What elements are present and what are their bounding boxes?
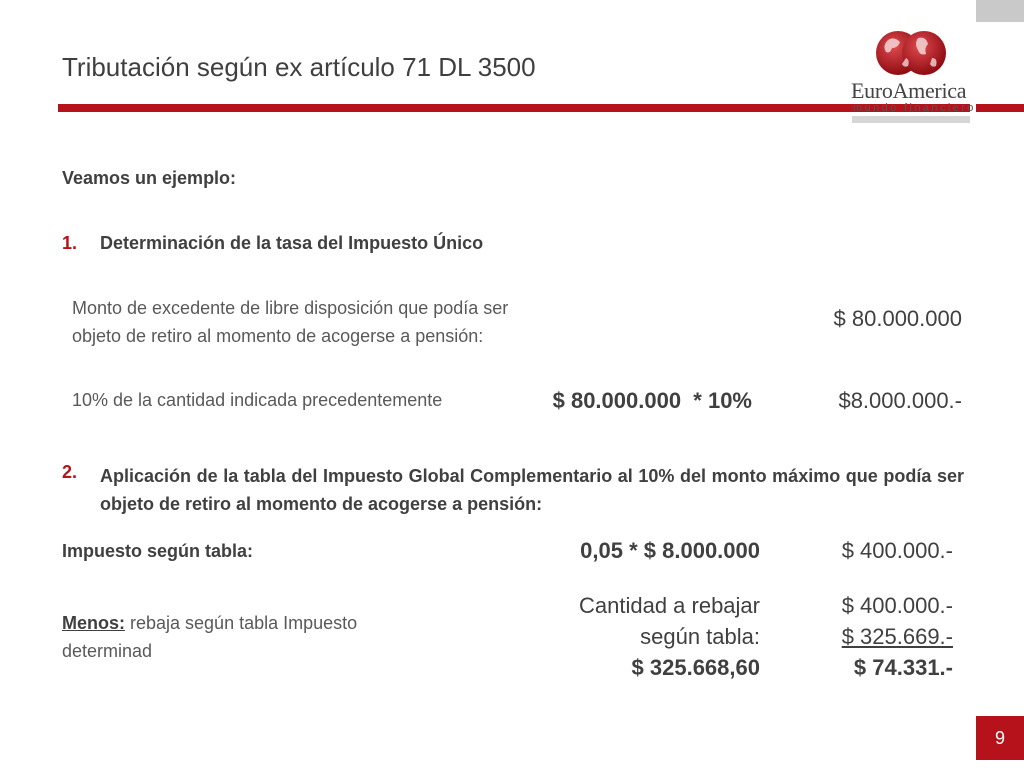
step2-heading: Aplicación de la tabla del Impuesto Global Complementario al 10% del monto máximo que podía ser objeto de retiro al momento de acogerse a pensión: (100, 466, 964, 514)
tax-row-label: Impuesto según tabla: (62, 541, 254, 561)
logo-underbar (852, 116, 970, 123)
tax-row-formula: 0,05 * $ 8.000.000 (580, 538, 760, 563)
rebate-row-label (62, 609, 422, 665)
intro-text: Veamos un ejemplo: (62, 168, 237, 188)
title-divider-right (976, 104, 1024, 112)
logo-brand-name: EuroAmerica (851, 78, 967, 103)
rebate-row-label-rest: rebaja según tabla Impuesto determinad (62, 613, 358, 661)
rebate-middle-line3: $ 325.668,60 (631, 655, 760, 680)
rebate-value-line1: $ 400.000.- (841, 593, 953, 618)
rebate-middle-line2: según tabla: (640, 624, 760, 649)
rebate-row-values (780, 590, 953, 683)
step1-row1-label: Monto de excedente de libre disposición que podía ser objeto de retiro al momento de acogerse a pensión: (72, 298, 509, 346)
step2-number: 2. (62, 462, 78, 482)
company-logo (848, 28, 976, 124)
rebate-row-middle (500, 590, 760, 683)
slide-title: Tributación según ex artículo 71 DL 3500 (62, 52, 536, 82)
rebate-middle-line1: Cantidad a rebajar (578, 593, 760, 618)
globe-logo-icon (848, 28, 972, 78)
rebate-row-label-prefix: Menos: (62, 613, 125, 633)
page-number-badge: 9 (976, 716, 1024, 760)
step1-row1-value: $ 80.000.000 (833, 306, 962, 331)
logo-tagline: mundo financiero (853, 102, 976, 114)
step1-heading: Determinación de la tasa del Impuesto Único (100, 233, 484, 253)
step1-row2-value: $8.000.000.- (838, 388, 962, 413)
title-divider (58, 104, 970, 112)
tax-row-value: $ 400.000.- (841, 538, 953, 563)
step1-number: 1. (62, 233, 78, 253)
rebate-value-line3: $ 74.331.- (853, 655, 953, 680)
step1-row2-label: 10% de la cantidad indicada precedentemente (72, 390, 443, 410)
step1-row2-formula: $ 80.000.000 * 10% (552, 388, 752, 413)
top-corner-tab (976, 0, 1024, 22)
rebate-value-line2: $ 325.669.- (841, 624, 953, 649)
